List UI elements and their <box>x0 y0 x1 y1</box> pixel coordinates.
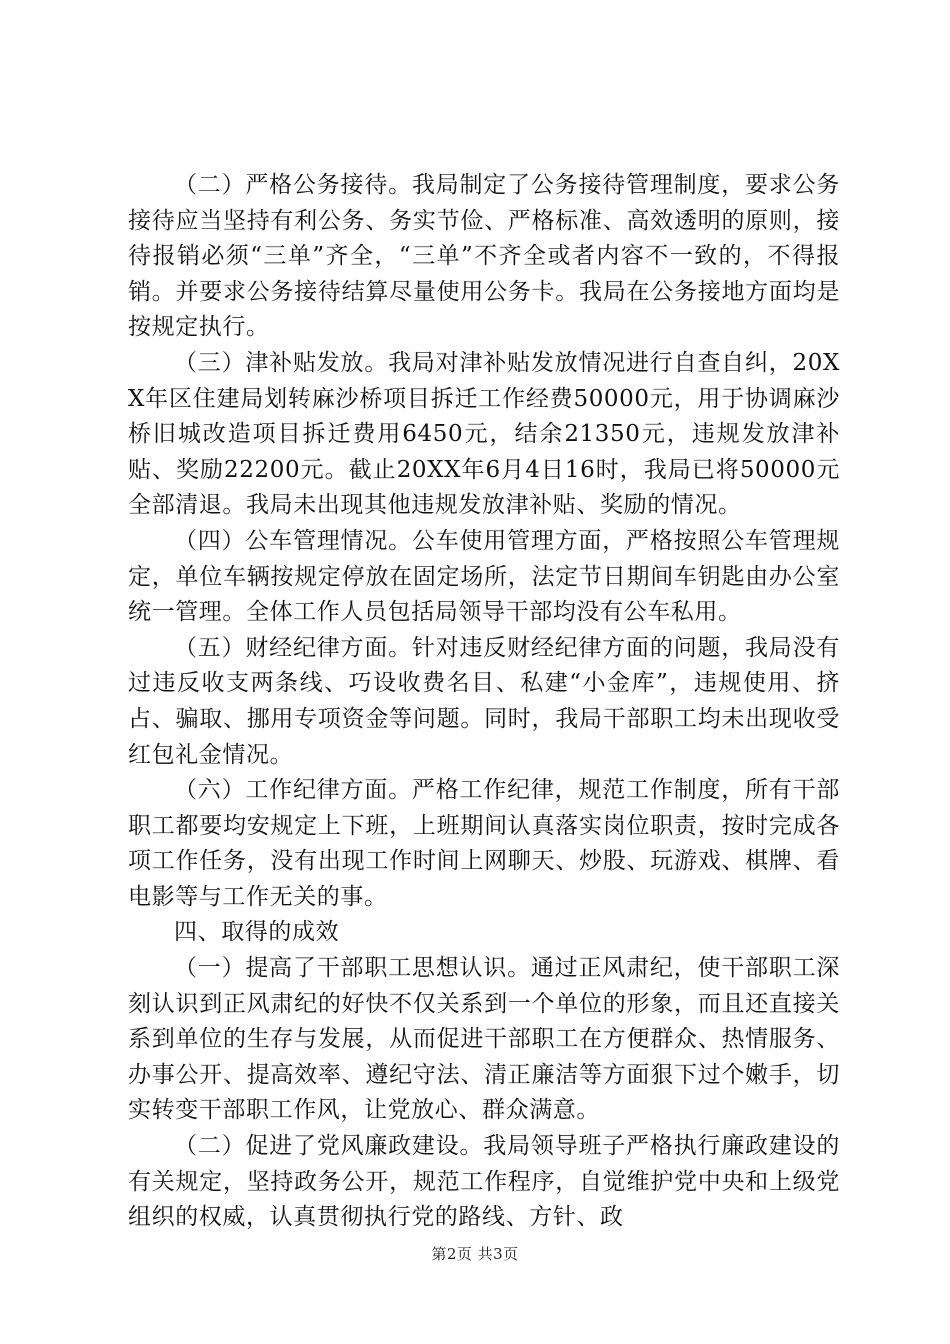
paragraph-allowance-distribution: （三）津补贴发放。我局对津补贴发放情况进行自查自纠，20XX年区住建局划转麻沙桥项目拆迁工作经费50000元，用于协调麻沙桥旧城改造项目拆迁费用6450元，结余21350元，违规发放津补贴、奖励22200元。截止20XX年6月4日16时，我局已将50000元全部清退。我局未出现其他违规发放津补贴、奖励的情况。 <box>128 349 840 519</box>
page-footer: 第2页 共3页 <box>431 1245 519 1263</box>
document-body <box>128 168 840 1236</box>
paragraph-integrity-building: （二）促进了党风廉政建设。我局领导班子严格执行廉政建设的有关规定，坚持政务公开，规范工作程序，自觉维护党中央和上级党组织的权威，认真贯彻执行党的路线、方针、政 <box>128 1133 840 1231</box>
paragraph-official-reception: （二）严格公务接待。我局制定了公务接待管理制度，要求公务接待应当坚持有利公务、务实节俭、严格标准、高效透明的原则，接待报销必须“三单”齐全，“三单”不齐全或者内容不一致的，不得报销。并要求公务接待结算尽量使用公务卡。我局在公务接地方面均是按规定执行。 <box>128 172 840 341</box>
paragraph-financial-discipline: （五）财经纪律方面。针对违反财经纪律方面的问题，我局没有过违反收支两条线、巧设收费名目、私建“小金库”，违规使用、挤占、骗取、挪用专项资金等问题。同时，我局干部职工均未出现收受红包礼金情况。 <box>128 634 840 768</box>
paragraph-official-vehicle: （四）公车管理情况。公车使用管理方面，严格按照公车管理规定，单位车辆按规定停放在固定场所，法定节日期间车钥匙由办公室统一管理。全体工作人员包括局领导干部均没有公车私用。 <box>128 527 840 626</box>
section-heading-achievements: 四、取得的成效 <box>174 919 340 946</box>
paragraph-work-discipline: （六）工作纪律方面。严格工作纪律，规范工作制度，所有干部职工都要均安规定上下班，上班期间认真落实岗位职责，按时完成各项工作任务，没有出现工作时间上网聊天、炒股、玩游戏、棋牌、看电影等与工作无关的事。 <box>128 777 840 910</box>
paragraph-awareness: （一）提高了干部职工思想认识。通过正风肃纪，使干部职工深刻认识到正风肃纪的好快不仅关系到一个单位的形象，而且还直接关系到单位的生存与发展，从而促进干部职工在方便群众、热情服务、办事公开、提高效率、遵纪守法、清正廉洁等方面狠下过个嫩手，切实转变干部职工作风，让党放心、群众满意。 <box>128 955 840 1124</box>
